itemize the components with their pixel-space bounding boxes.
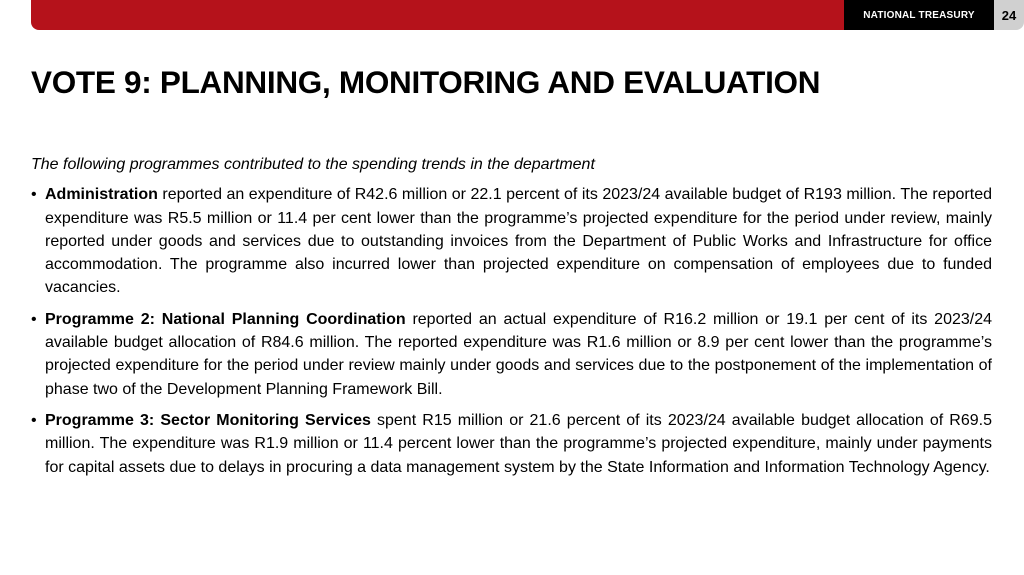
list-item [31,409,992,479]
bullet-text: spent R15 million or 21.6 percent of its 2023/24 available budget allocation of R69.5 million. The expenditure was R1.9 million or 11.4 percent lower than the programme’s projected expenditure, mainly under payments for capital assets due to delays in procuring a data management system by the State Information and Information Technology Agency. [45,411,993,476]
bullet-icon: • [31,310,37,328]
page-number: 24 [994,0,1024,30]
bullet-lead: Administration [45,186,158,204]
list-item [31,183,992,299]
header-bar [31,0,1017,30]
slide-title: VOTE 9: PLANNING, MONITORING AND EVALUATION [31,64,821,100]
intro-text: The following programmes contributed to the spending trends in the department [31,156,595,173]
slide-body [31,153,992,487]
bullet-text: reported an actual expenditure of R16.2 million or 19.1 per cent of its 2023/24 available budget allocation of R84.6 million. The reported expenditure was R1.6 million or 8.9 per cent lower than the programme’s projected expenditure for the period under review mainly under goods and services due to the postponement of the implementation of phase two of the Development Planning Framework Bill. [45,310,993,398]
bullet-lead: Programme 2: National Planning Coordination [45,310,406,328]
bullet-list [31,183,992,479]
brand-label: NATIONAL TREASURY [844,0,994,30]
list-item [31,308,992,401]
bullet-lead: Programme 3: Sector Monitoring Services [45,411,371,429]
bullet-icon: • [31,186,37,204]
bullet-icon: • [31,411,37,429]
bullet-text: reported an expenditure of R42.6 million or 22.1 percent of its 2023/24 available budget of R193 million. The reported expenditure was R5.5 million or 11.4 per cent lower than the programme’s projected expenditure for the period under review, mainly reported under goods and services due to outstanding invoices from the Department of Public Works and Infrastructure for office accommodation. The programme also incurred lower than projected expenditure on compensation of employees due to funded vacancies. [45,186,992,297]
